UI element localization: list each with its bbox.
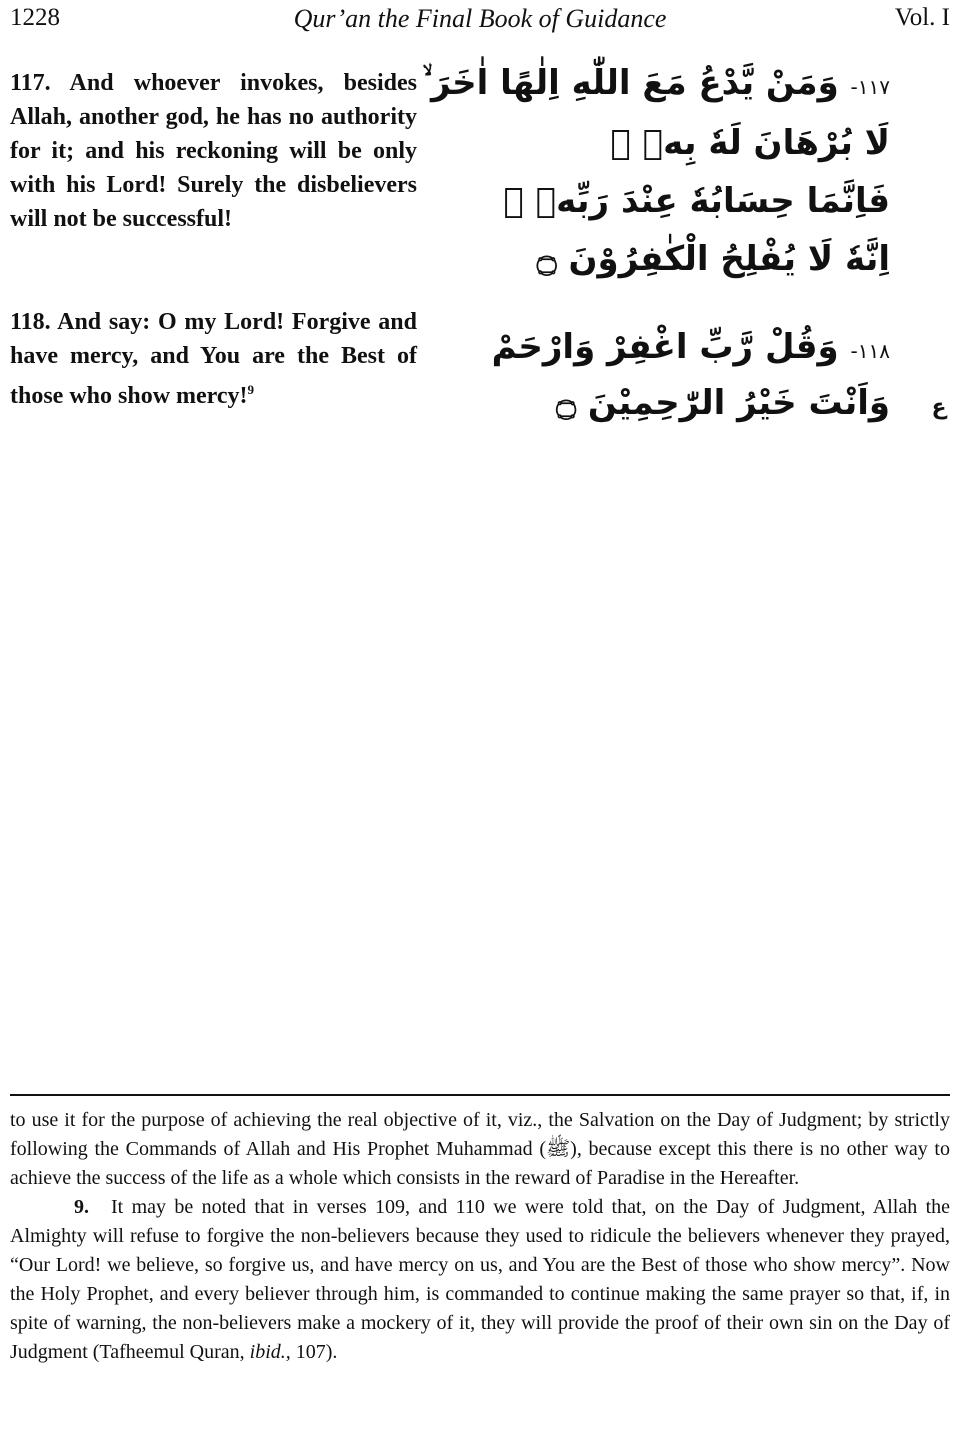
verse-117-translation — [10, 66, 417, 236]
arabic-verse-number: ۱۱۸- — [850, 339, 890, 363]
volume-label: Vol. I — [894, 4, 950, 31]
footnotes — [10, 1106, 950, 1367]
footnote-9-end: 107). — [295, 1341, 338, 1363]
arabic-verse-118-line-2: وَاَنْتَ خَيْرُ الرّٰحِمِيْنَ ۝ — [556, 383, 890, 423]
verse-text: And say: O my Lord! Forgive and have mercy, and You are the Best of those who show mercy! — [10, 309, 417, 409]
footnote-continuation: to use it for the purpose of achieving the real objective of it, viz., the Salvation on the Day of Judgment; by strictly following the Commands of Allah and His Prophet Muhammad (ﷺ), because except this there is no other way to achieve the success of the life as a whole which consists in the reward of Paradise in the Hereafter. — [10, 1109, 950, 1189]
arabic-verse-number: ۱۱۷- — [850, 75, 890, 99]
page-number: 1228 — [10, 4, 60, 31]
arabic-verse-118-line-1 — [492, 322, 890, 376]
footnote-divider — [10, 1094, 950, 1096]
footnote-number: 9. — [74, 1196, 89, 1218]
arabic-verse-117-line-1 — [422, 58, 890, 112]
footnote-ref: 9 — [247, 382, 255, 397]
footnote-9-italic: ibid., — [249, 1341, 291, 1363]
running-title: Qur’an the Final Book of Guidance — [293, 4, 667, 33]
verse-118-translation — [10, 305, 417, 413]
footnote-9 — [10, 1193, 950, 1367]
arabic-verse-117-line-3: فَاِنَّمَا حِسَابُهٗ عِنْدَ رَبِّهٖ ۭ — [503, 181, 890, 221]
verse-number: 118. — [10, 309, 51, 335]
verse-number: 117. — [10, 70, 51, 96]
arabic-line-text: وَمَنْ يَّدْعُ مَعَ اللّٰهِ اِلٰهًا اٰخَرَ ۙ — [422, 63, 839, 103]
page-header — [10, 4, 950, 36]
arabic-verse-117-line-2: لَا بُرْهَانَ لَهٗ بِهٖ ۙ — [610, 123, 890, 163]
ruku-mark: ع — [931, 395, 947, 420]
footnote-9-text: It may be noted that in verses 109, and 110 we were told that, on the Day of Judgment, Allah the Almighty will refuse to forgive the non-believers because they used to ridicule the believers whenever they prayed, “Our Lord! we believe, so forgive us, and have mercy on us, and You are the Best of those who show mercy”. Now the Holy Prophet, and every believer through him, is commanded to continue making the same prayer so that, if, in spite of warning, the non-believers make a mockery of it, they will provide the proof of their own sin on the Day of Judgment (Tafheemul Quran, — [10, 1196, 950, 1363]
arabic-line-text: وَقُلْ رَّبِّ اغْفِرْ وَارْحَمْ — [491, 327, 839, 367]
verse-text: And whoever invokes, besides Allah, another god, he has no authority for it; and his reckoning will be only with his Lord! Surely the disbelievers will not be successful! — [10, 70, 417, 232]
arabic-verse-117-line-4: اِنَّهٗ لَا يُفْلِحُ الْكٰفِرُوْنَ ۝ — [536, 239, 890, 279]
